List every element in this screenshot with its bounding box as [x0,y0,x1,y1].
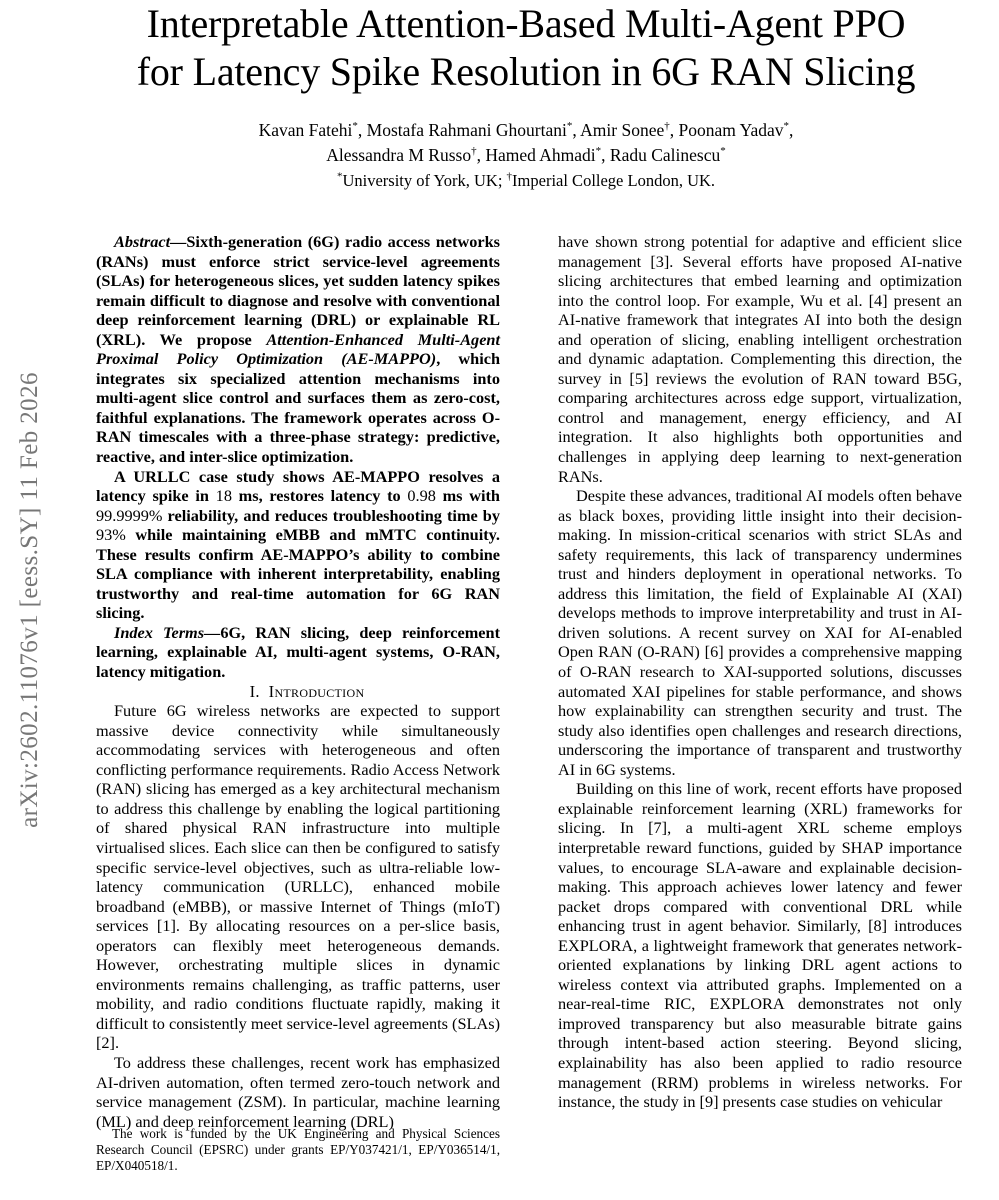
column-right [558,232,962,1112]
section-heading-introduction [96,682,500,702]
intro-paragraph-2: To address these challenges, recent work has emphasized AI-driven automation, often termed zero-touch network and service management (ZSM). In particular, machine learning (ML) and deep reinforcement learning (DRL) [96,1052,500,1131]
index-terms-paragraph [96,623,500,682]
intro-paragraph-3: have shown strong potential for adaptive and efficient slice management [3]. Several efforts have proposed AI-native slicing architectures that embed learning and optimization into the control loop. For example, Wu et al. [4] present an AI-native framework that integrates AI into both the design and operation of slicing, enabling intelligent orchestration and dynamic adaptation. Complementing this direction, the survey in [5] reviews the evolution of RAN toward B5G, comparing architectures across edge support, virtualization, control and management, energy efficiency, and AI integration. It also highlights both opportunities and challenges in applying deep learning to next-generation RANs. [558,232,962,486]
author-name: , Hamed Ahmadi [476,145,596,165]
title-block [92,0,960,192]
abstract-value-restored-latency: 0.98 [407,486,436,506]
author-line-2 [92,143,960,168]
arxiv-stamp [0,0,60,1200]
affiliation-marker: * [336,170,343,183]
intro-paragraph-4: Despite these advances, traditional AI models often behave as black boxes, providing little insight into their decision-making. In mission-critical scenarios with strict SLAs and safety requirements, this lack of transparency undermines trust and hinders deployment in operational networks. To address this limitation, the field of Explainable AI (XAI) develops methods to improve interpretability and trust in AI-driven solutions. A recent survey on XAI for AI-enabled Open RAN (O-RAN) [6] provides a comprehensive mapping of O-RAN research to XAI-supported solutions, discusses automated XAI pipelines for stable performance, and shows how explainability can strengthen security and trust. The study also identifies open challenges and research directions, underscoring the importance of transparent and trustworthy AI in 6G systems. [558,486,962,779]
affiliation-name: Imperial College London, UK. [512,171,716,190]
section-title: Introduction [268,681,365,701]
title-line-2: for Latency Spike Resolution in 6G RAN Slicing [136,49,916,94]
author-name: Kavan Fatehi [258,120,353,140]
affiliation-marker: * [720,145,726,158]
abstract-text: ms with [435,486,500,506]
affiliation-name: University of York, UK; [342,171,507,190]
abstract-text: ms, restores latency to [231,486,408,506]
author-name: , Mostafa Rahmani Ghourtani [357,120,567,140]
abstract-text: reliability, and reduces troubleshooting time by [162,505,500,525]
affiliation-marker: * [595,145,602,158]
author-name: , Amir Sonee [572,120,665,140]
abstract-text: , which integrates six specialized attention mechanisms into multi-agent slice control and surfaces them as zero-cost, faithful explanations. The framework operates across O-RAN timescales with a three-phase strategy: predictive, reactive, and inter-slice optimization. [96,349,500,467]
author-name: , Poonam Yadav [669,120,784,140]
affiliation-marker: † [664,120,670,133]
page-title [92,0,960,96]
abstract-text: while maintaining eMBB and mMTC continuity. These results confirm AE-MAPPO’s ability to combine SLA compliance with inherent interpretability, enabling trustworthy and real-time automation for 6G RAN slicing. [96,525,500,623]
abstract-paragraph-2 [96,467,500,623]
author-list [92,118,960,192]
affiliation-marker: † [471,145,477,158]
intro-paragraph-1: Future 6G wireless networks are expected to support massive device connectivity while simultaneously accommodating services with heterogeneous and often conflicting performance requirements. Radio Access Network (RAN) slicing has emerged as a key architectural mechanism to address this challenge by enabling the logical partitioning of shared physical RAN infrastructure into multiple virtualised slices. Each slice can then be configured to satisfy specific service-level objectives, such as ultra-reliable low-latency communication (URLLC), enhanced mobile broadband (eMBB), or massive Internet of Things (mIoT) services [1]. By allocating resources on a per-slice basis, operators can flexibly meet heterogeneous demands. However, orchestrating multiple slices in dynamic environments remains challenging, as traffic patterns, user mobility, and radio conditions fluctuate rapidly, making it difficult to consistently meet service-level agreements (SLAs) [2]. [96,701,500,1053]
author-name: Alessandra M Russo [326,145,472,165]
affiliation-line [92,169,960,192]
index-terms-text: 6G, RAN slicing, deep reinforcement learning, explainable AI, multi-agent systems, O-RAN, latency mitigation. [96,622,500,682]
funding-footnote: The work is funded by the UK Engineering and Physical Sciences Research Council (EPSRC) under grants EP/Y037421/1, EP/Y036514/1, EP/X040518/1. [96,1126,500,1174]
abstract-paragraph-1 [96,232,500,467]
column-left [96,232,500,1131]
arxiv-stamp-text: arXiv:2602.11076v1 [eess.SY] 11 Feb 2026 [16,372,43,828]
author-name: , Radu Calinescu [601,145,721,165]
abstract-value-time-reduction: 93% [96,525,126,545]
affiliation-marker: * [566,120,573,133]
abstract-value-spike-time: 18 [215,486,232,506]
section-number: I. [249,681,260,701]
abstract-text: Sixth-generation (6G) radio access networks (RANs) must enforce strict service-level agreements (SLAs) for heterogeneous slices, yet sudden latency spikes remain difficult to diagnose and resolve with conventional deep reinforcement learning (DRL) or explainable RL (XRL). We propose [96,232,500,349]
affiliation-marker: † [506,170,513,183]
affiliation-marker: * [783,120,790,133]
abstract-text: A URLLC case study shows AE-MAPPO resolves a latency spike in [96,466,500,506]
index-terms-label: Index Terms— [114,622,221,642]
intro-paragraph-5: Building on this line of work, recent efforts have proposed explainable reinforcement learning (XRL) frameworks for slicing. In [7], a multi-agent XRL scheme employs interpretable reward functions, guided by SHAP importance values, to encourage SLA-aware and explainable decision-making. This approach achieves lower latency and fewer packet drops compared with conventional DRL while enhancing trust in agent behavior. Similarly, [8] introduces EXPLORA, a lightweight framework that generates network-oriented explanations by linking DRL agent actions to wireless context via attributed graphs. Implemented on a near-real-time RIC, EXPLORA demonstrates not only improved transparency but also measurable bitrate gains through intent-based action steering. Beyond slicing, explainability has also been applied to radio resource management (RRM) problems in wireless networks. For instance, the study in [9] presents case studies on vehicular [558,779,962,1112]
abstract-method-name: Attention-Enhanced Multi-Agent Proximal Policy Optimization (AE-MAPPO) [96,329,501,369]
abstract-label: Abstract— [114,232,187,251]
author-line-1 [92,118,960,143]
affiliation-marker: * [352,120,358,133]
title-line-1: Interpretable Attention-Based Multi-Agent PPO [146,1,906,46]
author-separator: , [789,120,794,140]
abstract-value-reliability: 99.9999% [96,505,163,525]
